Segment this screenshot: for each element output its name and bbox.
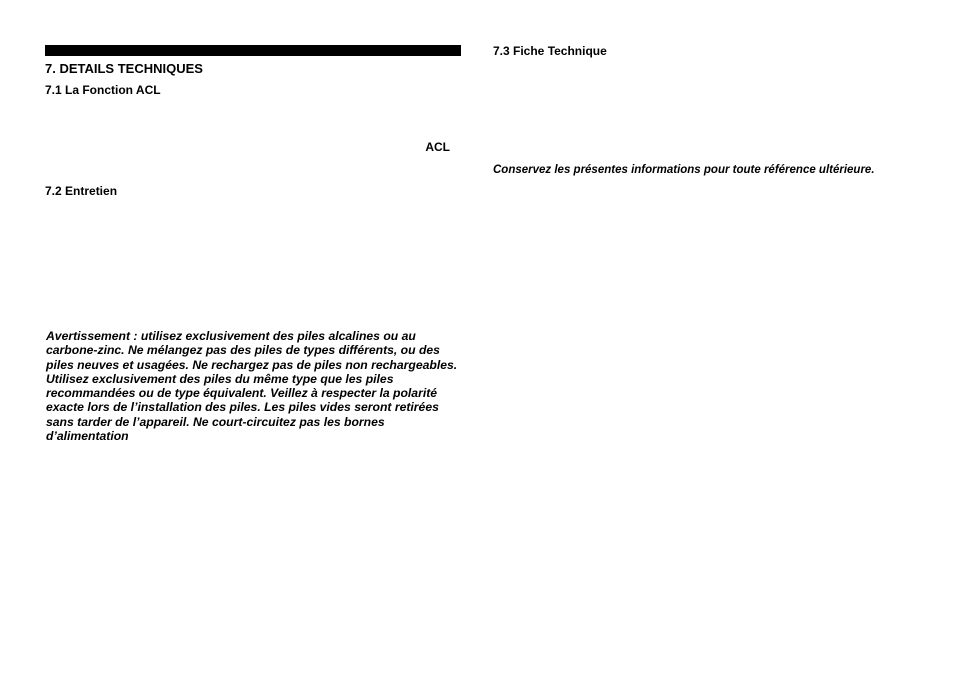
section-maintenance-title: 7.2 Entretien xyxy=(45,184,118,198)
chapter-title: 7. DETAILS TECHNIQUES xyxy=(45,61,203,76)
keep-information-note: Conservez les présentes informations pour toute référence ultérieure. xyxy=(493,164,875,176)
section-acl-title: 7.1 La Fonction ACL xyxy=(45,83,161,97)
battery-warning: Avertissement : utilisez exclusivement des piles alcalines ou au carbone-zinc. Ne mélangez pas des piles de types différents, ou des piles neuves et usagées. Ne rechargez pas de piles non rechargeables. Utilisez exclusivement des piles du même type que les piles recommandées ou de type équivalent. Veillez à respecter la polarité exacte lors de l’installation des piles. Les piles vides seront retirées sans tarder de l’appareil. Ne court-circuitez pas les bornes d’alimentation xyxy=(46,329,458,444)
acl-label: ACL xyxy=(425,140,450,154)
section-specs-title: 7.3 Fiche Technique xyxy=(493,44,607,58)
header-rule xyxy=(45,45,461,56)
